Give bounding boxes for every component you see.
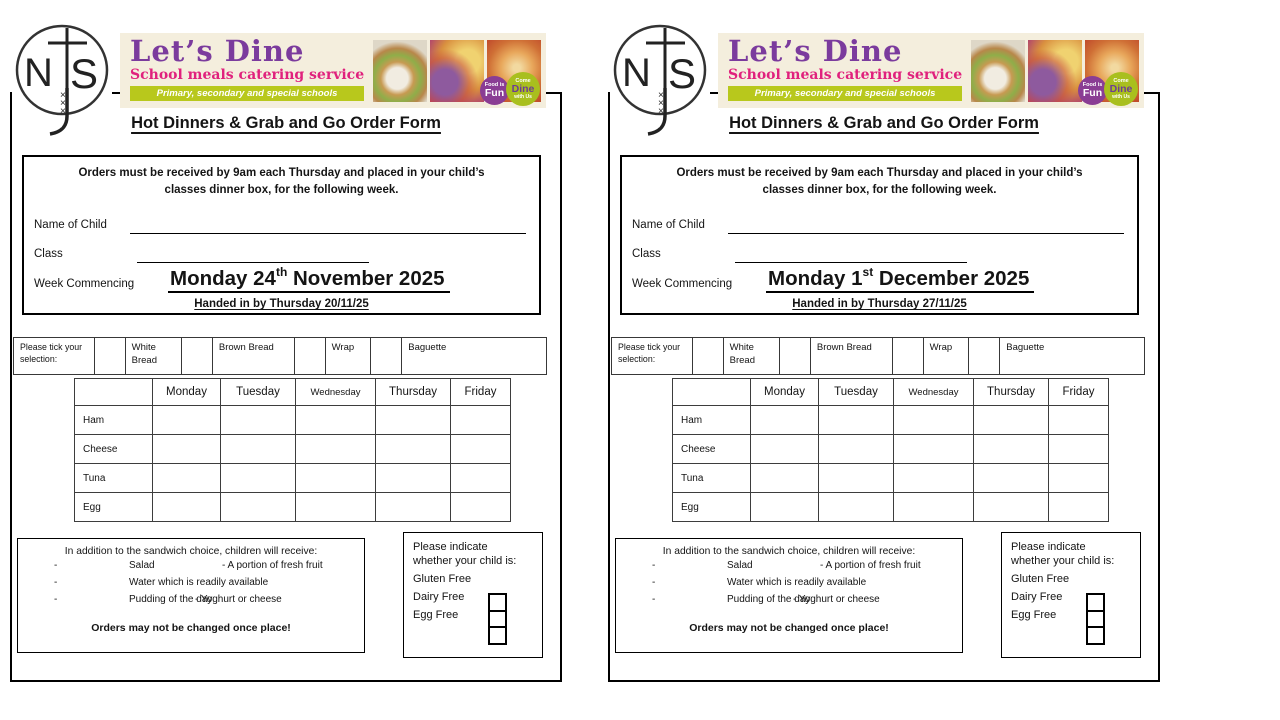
order-cell-egg-monday[interactable] <box>751 493 819 522</box>
name-of-child-input[interactable] <box>130 219 526 234</box>
lets-dine-banner <box>120 33 546 108</box>
addition-heading: In addition to the sandwich choice, children will receive: <box>64 546 318 557</box>
logo-knot: × <box>60 90 66 101</box>
filling-cheese-label: Cheese <box>75 435 153 464</box>
white-bread-tick-cell[interactable] <box>94 338 125 374</box>
class-input[interactable] <box>735 248 967 263</box>
day-header-monday: Monday <box>153 379 221 406</box>
addition-item: - Pudding of the day - Yoghurt or cheese <box>652 594 880 605</box>
order-cell-ham-monday[interactable] <box>751 406 819 435</box>
day-header-tuesday: Tuesday <box>819 379 894 406</box>
dietary-heading: Please indicate whether your child is: <box>413 541 517 568</box>
order-cell-egg-tuesday[interactable] <box>819 493 894 522</box>
order-cell-egg-tuesday[interactable] <box>221 493 296 522</box>
order-form <box>10 0 566 720</box>
name-of-child-input[interactable] <box>728 219 1124 234</box>
order-cell-egg-thursday[interactable] <box>974 493 1049 522</box>
banner-tagline: Primary, secondary and special schools <box>728 86 962 101</box>
bread-selection-strip <box>611 337 1145 375</box>
order-cell-tuna-monday[interactable] <box>751 464 819 493</box>
filling-tuna-label: Tuna <box>75 464 153 493</box>
addition-heading: In addition to the sandwich choice, children will receive: <box>662 546 916 557</box>
name-of-child-label: Name of Child <box>34 219 107 231</box>
order-cell-cheese-tuesday[interactable] <box>221 435 296 464</box>
egg-free-checkbox[interactable] <box>1086 626 1105 645</box>
dietary-box <box>403 532 543 658</box>
brown-bread-tick-cell[interactable] <box>779 338 810 374</box>
order-cell-tuna-thursday[interactable] <box>376 464 451 493</box>
order-cell-ham-monday[interactable] <box>153 406 221 435</box>
egg-free-label: Egg Free <box>1011 608 1057 621</box>
svg-text:×: × <box>60 98 66 109</box>
day-header-wednesday: Wednesday <box>296 379 376 406</box>
day-header-friday: Friday <box>451 379 511 406</box>
addition-item: - Pudding of the day - Yoghurt or cheese <box>54 594 282 605</box>
day-header-wednesday: Wednesday <box>894 379 974 406</box>
order-cell-cheese-wednesday[interactable] <box>894 435 974 464</box>
white-bread-label: White Bread <box>125 338 181 374</box>
week-commencing-label: Week Commencing <box>632 278 733 290</box>
order-cell-tuna-wednesday[interactable] <box>296 464 376 493</box>
order-notice: Orders must be received by 9am each Thursday and placed in your child’s classes dinner box, for the following week. <box>78 167 485 197</box>
page-title: Hot Dinners & Grab and Go Order Form <box>729 114 1039 132</box>
bread-selection-strip <box>13 337 547 375</box>
order-cell-cheese-friday[interactable] <box>1049 435 1109 464</box>
order-cell-ham-wednesday[interactable] <box>894 406 974 435</box>
dietary-heading: Please indicate whether your child is: <box>1011 541 1115 568</box>
weekly-order-table <box>74 378 511 522</box>
day-header-friday: Friday <box>1049 379 1109 406</box>
addition-item: - Water which is readily available <box>54 577 269 588</box>
brand-name: Let’s Dine <box>728 34 903 68</box>
dinner-photo <box>971 40 1025 102</box>
logo-letter-s: S <box>668 50 697 97</box>
order-cell-tuna-thursday[interactable] <box>974 464 1049 493</box>
day-header-thursday: Thursday <box>376 379 451 406</box>
white-bread-tick-cell[interactable] <box>692 338 723 374</box>
order-cell-ham-thursday[interactable] <box>376 406 451 435</box>
brown-bread-label: Brown Bread <box>810 338 892 374</box>
baguette-label: Baguette <box>401 338 546 374</box>
addition-item: - Water which is readily available <box>652 577 867 588</box>
banner-subtitle: School meals catering service <box>728 67 963 84</box>
order-cell-cheese-tuesday[interactable] <box>819 435 894 464</box>
orders-warning: Orders may not be changed once place! <box>91 622 291 634</box>
order-cell-cheese-monday[interactable] <box>751 435 819 464</box>
addition-item: - Salad - A portion of fresh fruit <box>54 560 323 571</box>
order-cell-egg-friday[interactable] <box>451 493 511 522</box>
order-cell-cheese-thursday[interactable] <box>376 435 451 464</box>
order-cell-egg-thursday[interactable] <box>376 493 451 522</box>
filling-egg-label: Egg <box>673 493 751 522</box>
lets-dine-banner <box>718 33 1144 108</box>
logo-letter-n: N <box>622 51 651 95</box>
order-cell-ham-friday[interactable] <box>1049 406 1109 435</box>
brand-name: Let’s Dine <box>130 34 305 68</box>
filling-ham-label: Ham <box>75 406 153 435</box>
day-header-tuesday: Tuesday <box>221 379 296 406</box>
class-label: Class <box>632 248 661 260</box>
banner-tagline: Primary, secondary and special schools <box>130 86 364 101</box>
wrap-label: Wrap <box>325 338 371 374</box>
order-cell-tuna-monday[interactable] <box>153 464 221 493</box>
order-cell-ham-friday[interactable] <box>451 406 511 435</box>
order-cell-tuna-tuesday[interactable] <box>819 464 894 493</box>
svg-text:×: × <box>658 98 664 109</box>
dietary-checkboxes <box>488 595 507 645</box>
dairy-free-label: Dairy Free <box>1011 590 1063 603</box>
order-cell-egg-wednesday[interactable] <box>894 493 974 522</box>
page-title: Hot Dinners & Grab and Go Order Form <box>131 114 441 132</box>
dietary-box <box>1001 532 1141 658</box>
addition-item: - Salad - A portion of fresh fruit <box>652 560 921 571</box>
class-label: Class <box>34 248 63 260</box>
orders-warning: Orders may not be changed once place! <box>689 622 889 634</box>
order-form <box>608 0 1164 720</box>
brown-bread-tick-cell[interactable] <box>181 338 212 374</box>
order-cell-ham-tuesday[interactable] <box>819 406 894 435</box>
filling-egg-label: Egg <box>75 493 153 522</box>
order-cell-cheese-thursday[interactable] <box>974 435 1049 464</box>
come-dine-badge: Come Dine with Us <box>1104 72 1138 106</box>
addition-info-box <box>615 538 963 653</box>
order-cell-tuna-friday[interactable] <box>451 464 511 493</box>
order-cell-ham-tuesday[interactable] <box>221 406 296 435</box>
baguette-tick-cell[interactable] <box>968 338 999 374</box>
order-cell-egg-wednesday[interactable] <box>296 493 376 522</box>
logo-knot: × <box>658 90 664 101</box>
day-header-thursday: Thursday <box>974 379 1049 406</box>
class-input[interactable] <box>137 248 369 263</box>
banner-subtitle: School meals catering service <box>130 67 365 84</box>
filling-cheese-label: Cheese <box>673 435 751 464</box>
food-is-fun-badge: Food is Fun <box>1078 76 1107 105</box>
dinner-photo <box>373 40 427 102</box>
order-notice: Orders must be received by 9am each Thursday and placed in your child’s classes dinner box, for the following week. <box>676 167 1083 197</box>
fruit-photo <box>1028 40 1082 102</box>
gluten-free-label: Gluten Free <box>1011 573 1070 586</box>
filling-tuna-label: Tuna <box>673 464 751 493</box>
dietary-checkboxes <box>1086 595 1105 645</box>
filling-ham-label: Ham <box>673 406 751 435</box>
order-cell-cheese-wednesday[interactable] <box>296 435 376 464</box>
egg-free-label: Egg Free <box>413 608 459 621</box>
logo-letter-n: N <box>24 51 53 95</box>
order-cell-egg-monday[interactable] <box>153 493 221 522</box>
order-cell-ham-thursday[interactable] <box>974 406 1049 435</box>
week-commencing-label: Week Commencing <box>34 278 135 290</box>
brown-bread-label: Brown Bread <box>212 338 294 374</box>
order-cell-tuna-tuesday[interactable] <box>221 464 296 493</box>
corner-cell <box>673 379 751 406</box>
week-commencing-date: Monday 1st December 2025 <box>766 267 1034 293</box>
fruit-photo <box>430 40 484 102</box>
white-bread-label: White Bread <box>723 338 779 374</box>
handed-in-deadline: Handed in by Thursday 27/11/25 <box>792 298 967 310</box>
food-is-fun-badge: Food is Fun <box>480 76 509 105</box>
name-of-child-label: Name of Child <box>632 219 705 231</box>
instruction-box <box>22 155 541 315</box>
corner-cell <box>75 379 153 406</box>
wrap-tick-cell[interactable] <box>294 338 325 374</box>
day-header-monday: Monday <box>751 379 819 406</box>
handed-in-deadline: Handed in by Thursday 20/11/25 <box>194 298 369 310</box>
baguette-label: Baguette <box>999 338 1144 374</box>
egg-free-checkbox[interactable] <box>488 626 507 645</box>
bread-prompt: Please tick your selection: <box>618 342 681 364</box>
order-cell-cheese-friday[interactable] <box>451 435 511 464</box>
gluten-free-label: Gluten Free <box>413 573 472 586</box>
come-dine-badge: Come Dine with Us <box>506 72 540 106</box>
week-commencing-date: Monday 24th November 2025 <box>168 267 450 293</box>
wrap-label: Wrap <box>923 338 969 374</box>
wrap-tick-cell[interactable] <box>892 338 923 374</box>
svg-text:×: × <box>60 106 66 117</box>
order-cell-egg-friday[interactable] <box>1049 493 1109 522</box>
order-cell-tuna-wednesday[interactable] <box>894 464 974 493</box>
instruction-box <box>620 155 1139 315</box>
order-cell-tuna-friday[interactable] <box>1049 464 1109 493</box>
addition-info-box <box>17 538 365 653</box>
order-cell-cheese-monday[interactable] <box>153 435 221 464</box>
baguette-tick-cell[interactable] <box>370 338 401 374</box>
order-cell-ham-wednesday[interactable] <box>296 406 376 435</box>
svg-text:×: × <box>658 106 664 117</box>
dairy-free-label: Dairy Free <box>413 590 465 603</box>
weekly-order-table <box>672 378 1109 522</box>
logo-letter-s: S <box>70 50 99 97</box>
bread-prompt: Please tick your selection: <box>20 342 83 364</box>
